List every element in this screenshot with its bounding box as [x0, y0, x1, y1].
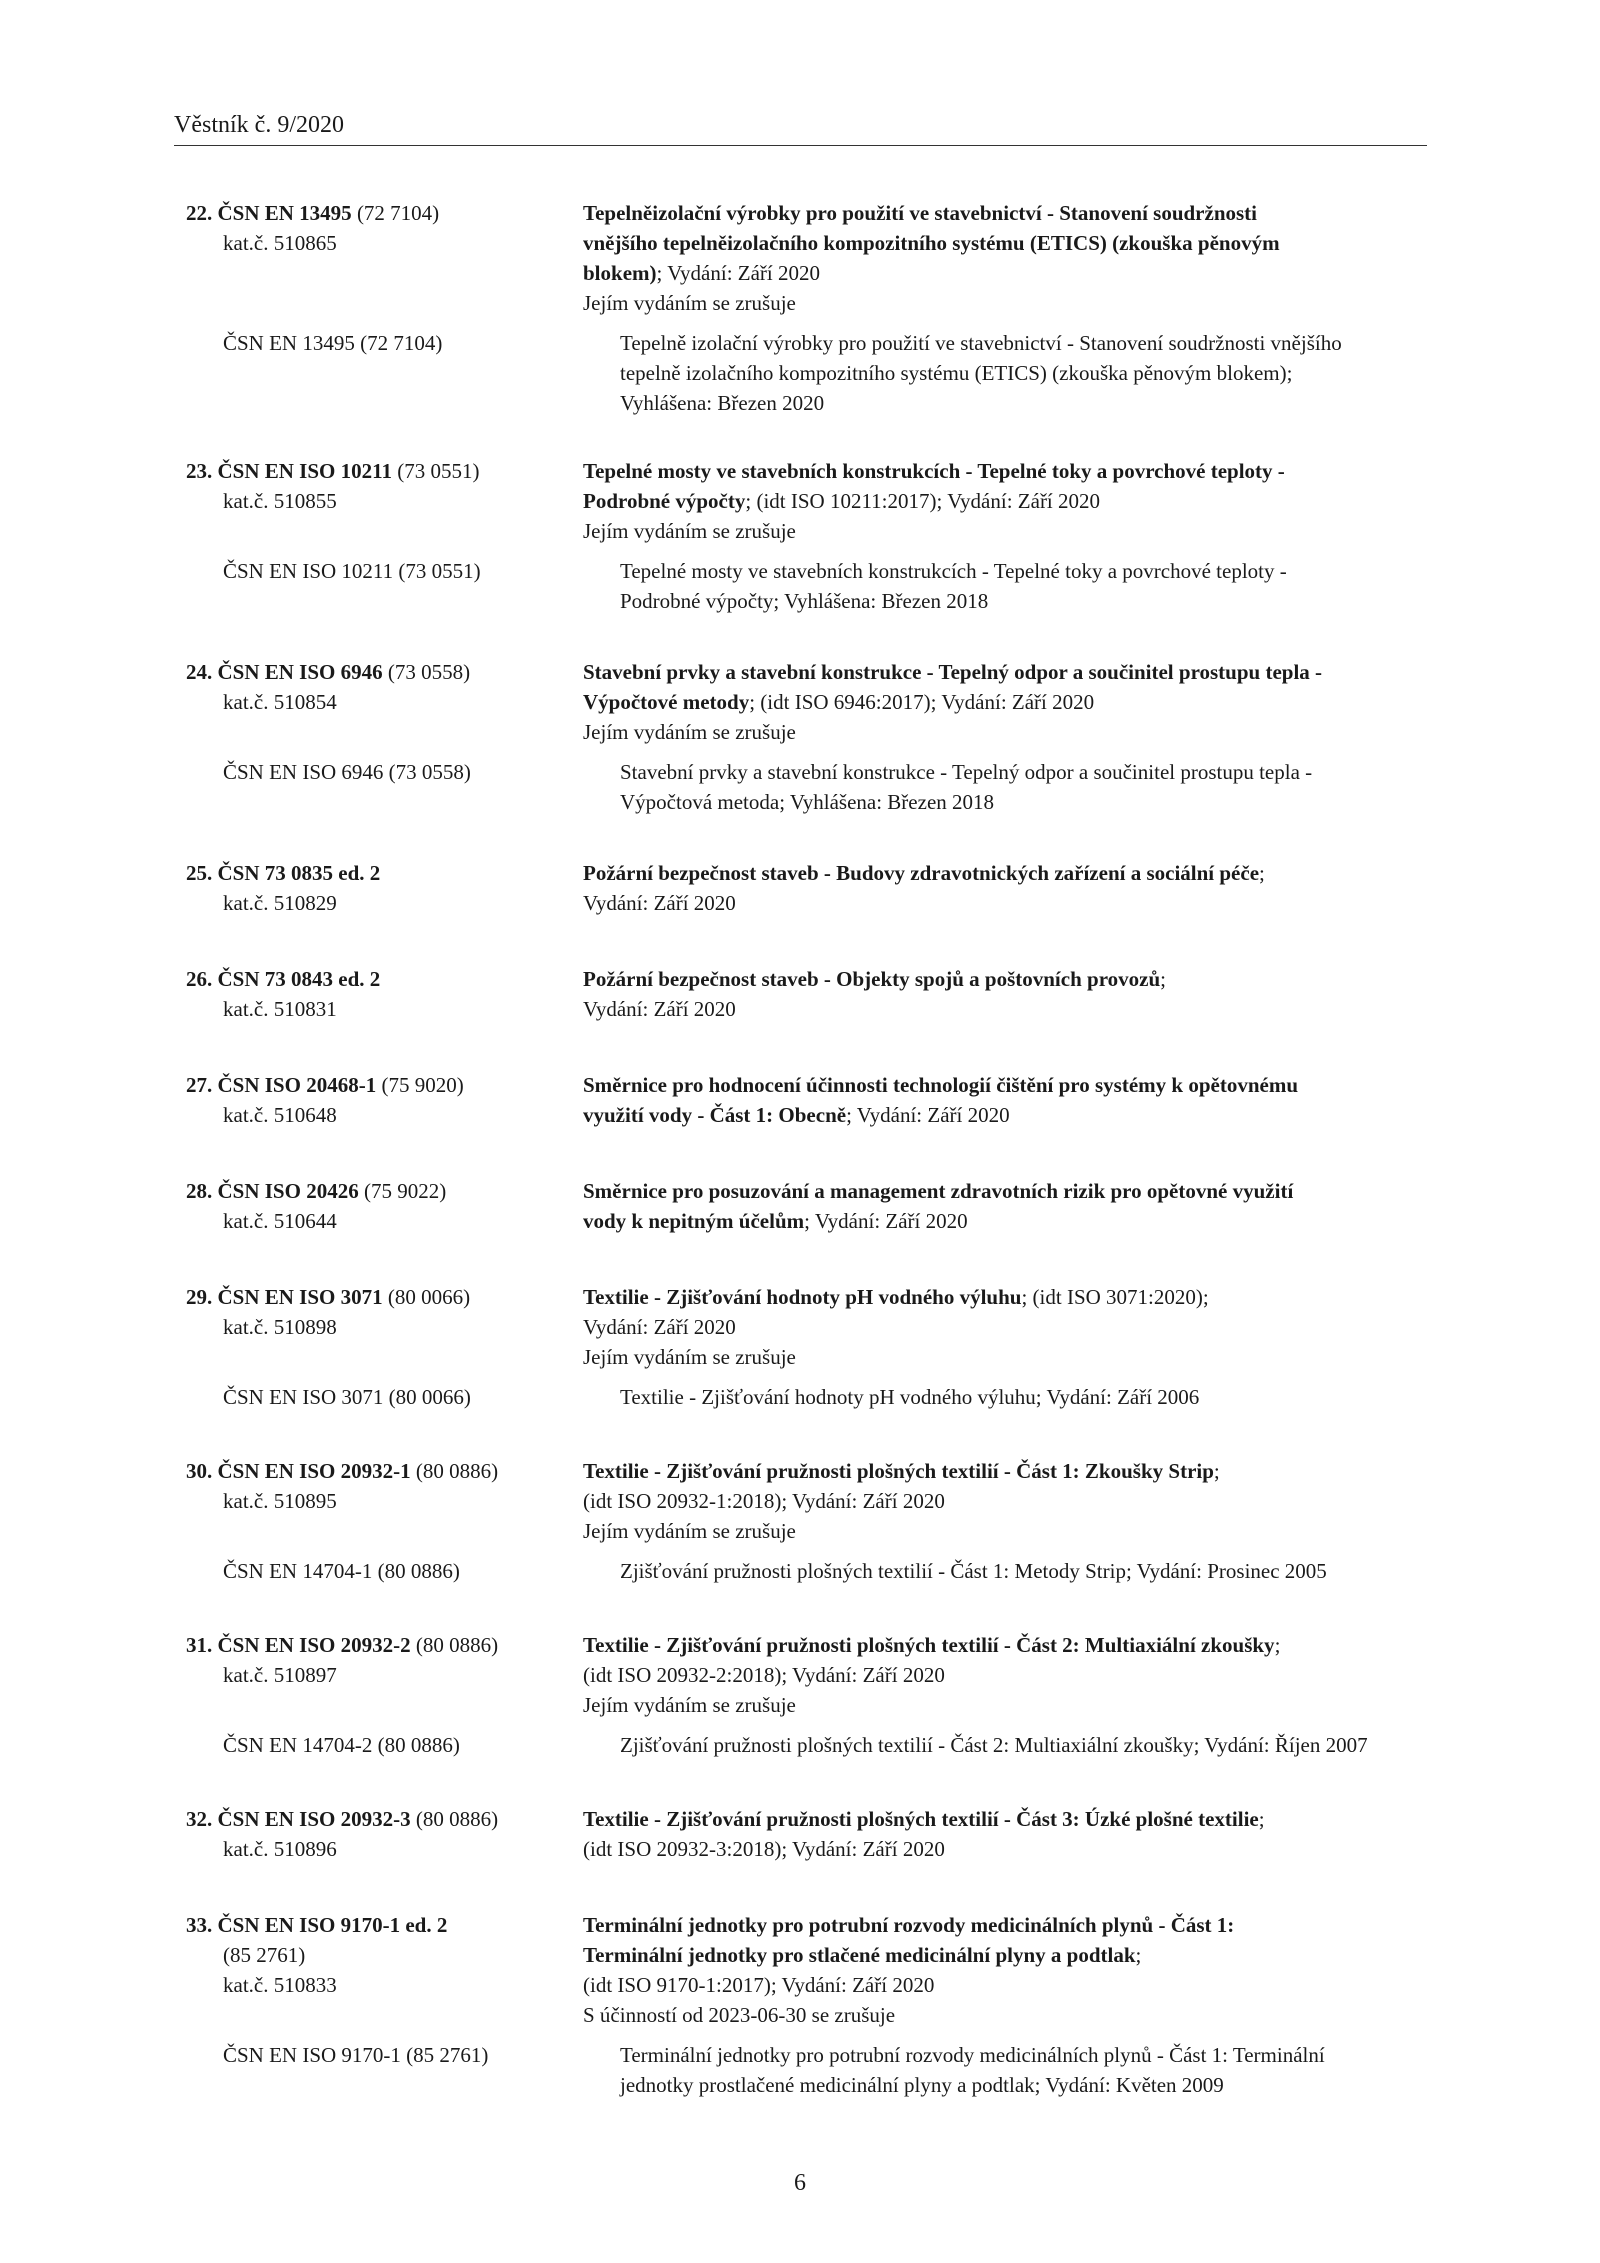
classification-code: (85 2761)	[223, 1943, 306, 1967]
bulletin-header: Věstník č. 9/2020	[174, 112, 344, 138]
standard-code-line	[186, 198, 583, 228]
entry-identifier	[186, 198, 583, 318]
title-line	[583, 1940, 1436, 1970]
replacement-status: Jejím vydáním se zrušuje	[583, 720, 796, 744]
standard-entry	[186, 198, 1436, 418]
replaced-standard-description	[620, 556, 1473, 616]
issue-info: Vydání: Září 2020	[583, 1315, 736, 1339]
entry-description	[583, 456, 1436, 546]
issue-info: ;	[1213, 1459, 1220, 1483]
standard-title: Textilie - Zjišťování pružnosti plošných textilií - Část 3: Úzké plošné textilie	[583, 1807, 1259, 1831]
title-line	[583, 1456, 1436, 1486]
standard-title: Tepelněizolační výrobky pro použití ve stavebnictví - Stanovení soudržnosti	[583, 201, 1257, 225]
entry-identifier	[186, 1804, 583, 1864]
entry-description	[583, 1630, 1436, 1720]
catalog-number: kat.č. 510865	[223, 231, 337, 255]
entry-replaced-row	[186, 1730, 1436, 1760]
replaced-title-line: Terminální jednotky pro potrubní rozvody medicinálních plynů - Část 1: Terminální	[620, 2043, 1325, 2067]
entry-main-row	[186, 858, 1436, 918]
standard-title: Textilie - Zjišťování pružnosti plošných textilií - Část 2: Multiaxiální zkoušky	[583, 1633, 1275, 1657]
replacement-status: Jejím vydáním se zrušuje	[583, 291, 796, 315]
standard-code-line	[186, 1176, 583, 1206]
catalog-number: kat.č. 510644	[223, 1209, 337, 1233]
standard-code-line	[186, 964, 583, 994]
catalog-number: kat.č. 510898	[223, 1315, 337, 1339]
entry-description	[583, 1910, 1436, 2030]
entry-main-row	[186, 964, 1436, 1024]
catalog-number: kat.č. 510648	[223, 1103, 337, 1127]
entry-main-row	[186, 1282, 1436, 1372]
entry-number: 30.	[186, 1459, 213, 1483]
standard-title: Směrnice pro hodnocení účinnosti technologií čištění pro systémy k opětovnému	[583, 1073, 1298, 1097]
issue-info: ;	[1160, 967, 1166, 991]
classification-code: (75 9020)	[381, 1073, 464, 1097]
entry-number: 23.	[186, 459, 213, 483]
standard-title: blokem)	[583, 261, 657, 285]
standard-title: Požární bezpečnost staveb - Budovy zdravotnických zařízení a sociální péče	[583, 861, 1260, 885]
standard-code: ČSN EN ISO 6946	[217, 660, 383, 684]
title-line	[583, 1282, 1436, 1312]
title-line	[583, 1206, 1436, 1236]
standard-title: vody k nepitným účelům	[583, 1209, 805, 1233]
catalog-number: kat.č. 510833	[223, 1973, 337, 1997]
entry-main-row	[186, 1176, 1436, 1236]
issue-info: ; (idt ISO 3071:2020);	[1021, 1285, 1209, 1309]
issue-info: ; Vydání: Září 2020	[804, 1209, 968, 1233]
replaced-standard-code: ČSN EN ISO 9170-1 (85 2761)	[223, 2043, 489, 2067]
issue-info: (idt ISO 20932-2:2018); Vydání: Září 2020	[583, 1663, 945, 1687]
title-line	[583, 198, 1436, 228]
entry-identifier	[186, 1176, 583, 1236]
replacement-status: S účinností od 2023-06-30 se zrušuje	[583, 2003, 896, 2027]
replaced-standard-code: ČSN EN 14704-1 (80 0886)	[223, 1559, 460, 1583]
entry-number: 26.	[186, 967, 213, 991]
entry-replaced-row	[186, 757, 1436, 817]
entry-description	[583, 858, 1436, 918]
standard-code-line	[186, 657, 583, 687]
standard-code-line	[186, 1630, 583, 1660]
title-line	[583, 1804, 1436, 1834]
standard-code: ČSN EN ISO 20932-3	[217, 1807, 411, 1831]
replaced-standard-code: ČSN EN ISO 6946 (73 0558)	[223, 760, 471, 784]
standard-entry	[186, 657, 1436, 817]
entry-replaced-row	[186, 2040, 1436, 2100]
replaced-title-line: Textilie - Zjišťování hodnoty pH vodného výluhu; Vydání: Září 2006	[620, 1385, 1200, 1409]
standard-entry	[186, 858, 1436, 918]
standard-title: Směrnice pro posuzování a management zdravotních rizik pro opětovné využití	[583, 1179, 1294, 1203]
issue-info: ;	[1274, 1633, 1281, 1657]
classification-code: (80 0886)	[415, 1633, 499, 1657]
entry-identifier	[186, 964, 583, 1024]
classification-code: (73 0558)	[387, 660, 471, 684]
standard-title: Výpočtové metody	[583, 690, 750, 714]
title-line	[583, 1910, 1436, 1940]
entry-number: 31.	[186, 1633, 213, 1657]
issue-info: ; Vydání: Září 2020	[656, 261, 821, 285]
entry-number: 24.	[186, 660, 213, 684]
entry-description	[583, 1282, 1436, 1372]
entry-description	[583, 657, 1436, 747]
standard-title: Textilie - Zjišťování hodnoty pH vodného výluhu	[583, 1285, 1022, 1309]
title-line	[583, 258, 1436, 288]
entry-main-row	[186, 1456, 1436, 1546]
standard-entry	[186, 1910, 1436, 2100]
entry-number: 28.	[186, 1179, 213, 1203]
entry-number: 22.	[186, 201, 213, 225]
entry-replaced-row	[186, 1556, 1436, 1586]
entry-identifier	[186, 1282, 583, 1372]
standard-title: Terminální jednotky pro stlačené medicinální plyny a podtlak	[583, 1943, 1136, 1967]
entry-replaced-row	[186, 556, 1436, 616]
standard-code: ČSN 73 0835 ed. 2	[217, 861, 381, 885]
issue-info: (idt ISO 9170-1:2017); Vydání: Září 2020	[583, 1973, 935, 1997]
standard-title: Terminální jednotky pro potrubní rozvody medicinálních plynů - Část 1:	[583, 1913, 1235, 1937]
catalog-number: kat.č. 510831	[223, 997, 337, 1021]
standard-code-line	[186, 1804, 583, 1834]
standard-code: ČSN EN ISO 20932-2	[217, 1633, 411, 1657]
issue-info: Vydání: Září 2020	[583, 997, 736, 1021]
standard-code-line	[186, 1282, 583, 1312]
entry-main-row	[186, 456, 1436, 546]
issue-info: ; (idt ISO 6946:2017); Vydání: Září 2020	[749, 690, 1095, 714]
entry-identifier	[186, 1910, 583, 2030]
replaced-standard-description	[620, 2040, 1473, 2100]
replaced-title-line: Zjišťování pružnosti plošných textilií - Část 2: Multiaxiální zkoušky; Vydání: Říjen 2007	[620, 1733, 1368, 1757]
standard-code: ČSN 73 0843 ed. 2	[217, 967, 381, 991]
entry-number: 32.	[186, 1807, 213, 1831]
issue-info: (idt ISO 20932-1:2018); Vydání: Září 2020	[583, 1489, 945, 1513]
standard-entry	[186, 1456, 1436, 1586]
title-line	[583, 858, 1436, 888]
standard-entry	[186, 1804, 1436, 1864]
standard-code-line	[186, 456, 583, 486]
entry-description	[583, 198, 1436, 318]
entry-description	[583, 964, 1436, 1024]
catalog-number: kat.č. 510829	[223, 891, 337, 915]
standard-entry	[186, 1630, 1436, 1760]
replaced-standard-code: ČSN EN 13495 (72 7104)	[223, 331, 443, 355]
entry-main-row	[186, 1630, 1436, 1720]
classification-code: (73 0551)	[397, 459, 480, 483]
standard-code: ČSN EN ISO 9170-1 ed. 2	[217, 1913, 448, 1937]
entry-description	[583, 1176, 1436, 1236]
header-divider	[174, 145, 1427, 146]
classification-code: (75 9022)	[363, 1179, 447, 1203]
standard-code: ČSN EN ISO 20932-1	[217, 1459, 411, 1483]
replaced-title-line: Výpočtová metoda; Vyhlášena: Březen 2018	[620, 790, 995, 814]
replaced-title-line: jednotky prostlačené medicinální plyny a podtlak; Vydání: Květen 2009	[620, 2073, 1224, 2097]
replaced-title-line: tepelně izolačního kompozitního systému (ETICS) (zkouška pěnovým blokem);	[620, 361, 1293, 385]
entry-main-row	[186, 1804, 1436, 1864]
catalog-number: kat.č. 510897	[223, 1663, 337, 1687]
standard-code-line	[186, 1910, 583, 1940]
entry-main-row	[186, 1910, 1436, 2030]
entry-identifier	[186, 1070, 583, 1130]
catalog-number: kat.č. 510895	[223, 1489, 337, 1513]
replacement-status: Jejím vydáním se zrušuje	[583, 1519, 796, 1543]
title-line	[583, 1100, 1436, 1130]
entry-identifier	[186, 1456, 583, 1546]
title-line	[583, 456, 1436, 486]
replaced-title-line: Podrobné výpočty; Vyhlášena: Březen 2018	[620, 589, 989, 613]
title-line	[583, 1630, 1436, 1660]
entry-identifier	[186, 1630, 583, 1720]
standard-entry	[186, 456, 1436, 616]
standard-title: Stavební prvky a stavební konstrukce - Tepelný odpor a součinitel prostupu tepla -	[583, 660, 1323, 684]
entry-number: 27.	[186, 1073, 213, 1097]
catalog-number: kat.č. 510896	[223, 1837, 337, 1861]
title-line	[583, 687, 1436, 717]
standard-title: Textilie - Zjišťování pružnosti plošných textilií - Část 1: Zkoušky Strip	[583, 1459, 1214, 1483]
classification-code: (80 0886)	[415, 1807, 499, 1831]
standard-code: ČSN EN ISO 3071	[217, 1285, 383, 1309]
standard-code-line	[186, 1456, 583, 1486]
standard-entry	[186, 1070, 1436, 1130]
standard-title: Tepelné mosty ve stavebních konstrukcích - Tepelné toky a povrchové teploty -	[583, 459, 1285, 483]
standard-title: Podrobné výpočty	[583, 489, 746, 513]
standard-code-line	[186, 858, 583, 888]
replaced-standard-description	[620, 1730, 1473, 1760]
entry-replaced-row	[186, 328, 1436, 418]
title-line	[583, 486, 1436, 516]
entry-number: 33.	[186, 1913, 213, 1937]
title-line	[583, 228, 1436, 258]
title-line	[583, 657, 1436, 687]
entry-identifier	[186, 657, 583, 747]
page-number: 6	[794, 2170, 806, 2196]
replaced-standard-description	[620, 328, 1473, 418]
standard-entry	[186, 1282, 1436, 1412]
replaced-title-line: Zjišťování pružnosti plošných textilií - Část 1: Metody Strip; Vydání: Prosinec 2005	[620, 1559, 1327, 1583]
classification-code: (80 0886)	[415, 1459, 499, 1483]
standard-code: ČSN EN ISO 10211	[217, 459, 392, 483]
replaced-standard-code: ČSN EN ISO 10211 (73 0551)	[223, 559, 481, 583]
catalog-number: kat.č. 510854	[223, 690, 337, 714]
entry-description	[583, 1456, 1436, 1546]
replaced-title-line: Tepelně izolační výrobky pro použití ve stavebnictví - Stanovení soudržnosti vnějšího	[620, 331, 1342, 355]
standard-code-line	[186, 1070, 583, 1100]
standard-title: využití vody - Část 1: Obecně	[583, 1103, 847, 1127]
standard-code: ČSN ISO 20468-1	[217, 1073, 377, 1097]
replacement-status: Jejím vydáním se zrušuje	[583, 1345, 796, 1369]
entry-main-row	[186, 198, 1436, 318]
standard-code: ČSN ISO 20426	[217, 1179, 359, 1203]
entry-identifier	[186, 858, 583, 918]
entry-identifier	[186, 456, 583, 546]
replaced-standard-description	[620, 1382, 1473, 1412]
entry-main-row	[186, 1070, 1436, 1130]
replaced-title-line: Stavební prvky a stavební konstrukce - Tepelný odpor a součinitel prostupu tepla -	[620, 760, 1313, 784]
issue-info: ; Vydání: Září 2020	[846, 1103, 1010, 1127]
issue-info: ;	[1258, 1807, 1265, 1831]
catalog-number: kat.č. 510855	[223, 489, 337, 513]
replaced-standard-code: ČSN EN 14704-2 (80 0886)	[223, 1733, 460, 1757]
replaced-standard-description	[620, 757, 1473, 817]
entry-main-row	[186, 657, 1436, 747]
entry-number: 29.	[186, 1285, 213, 1309]
standard-title: vnějšího tepelněizolačního kompozitního systému (ETICS) (zkouška pěnovým	[583, 231, 1280, 255]
replacement-status: Jejím vydáním se zrušuje	[583, 1693, 796, 1717]
replaced-standard-code: ČSN EN ISO 3071 (80 0066)	[223, 1385, 471, 1409]
replacement-status: Jejím vydáním se zrušuje	[583, 519, 796, 543]
title-line	[583, 1176, 1436, 1206]
entry-number: 25.	[186, 861, 213, 885]
replaced-title-line: Vyhlášena: Březen 2020	[620, 391, 825, 415]
standard-title: Požární bezpečnost staveb - Objekty spojů a poštovních provozů	[583, 967, 1161, 991]
title-line	[583, 964, 1436, 994]
standard-code: ČSN EN 13495	[217, 201, 352, 225]
entry-description	[583, 1804, 1436, 1864]
issue-info: ; (idt ISO 10211:2017); Vydání: Září 2020	[745, 489, 1101, 513]
replaced-standard-description	[620, 1556, 1473, 1586]
classification-code: (80 0066)	[387, 1285, 471, 1309]
issue-info: (idt ISO 20932-3:2018); Vydání: Září 2020	[583, 1837, 945, 1861]
issue-info: Vydání: Září 2020	[583, 891, 736, 915]
title-line	[583, 1070, 1436, 1100]
standard-entry	[186, 1176, 1436, 1236]
issue-info: ;	[1135, 1943, 1142, 1967]
issue-info: ;	[1259, 861, 1265, 885]
entry-description	[583, 1070, 1436, 1130]
standard-entry	[186, 964, 1436, 1024]
entry-replaced-row	[186, 1382, 1436, 1412]
replaced-title-line: Tepelné mosty ve stavebních konstrukcích - Tepelné toky a povrchové teploty -	[620, 559, 1287, 583]
classification-code: (72 7104)	[356, 201, 440, 225]
